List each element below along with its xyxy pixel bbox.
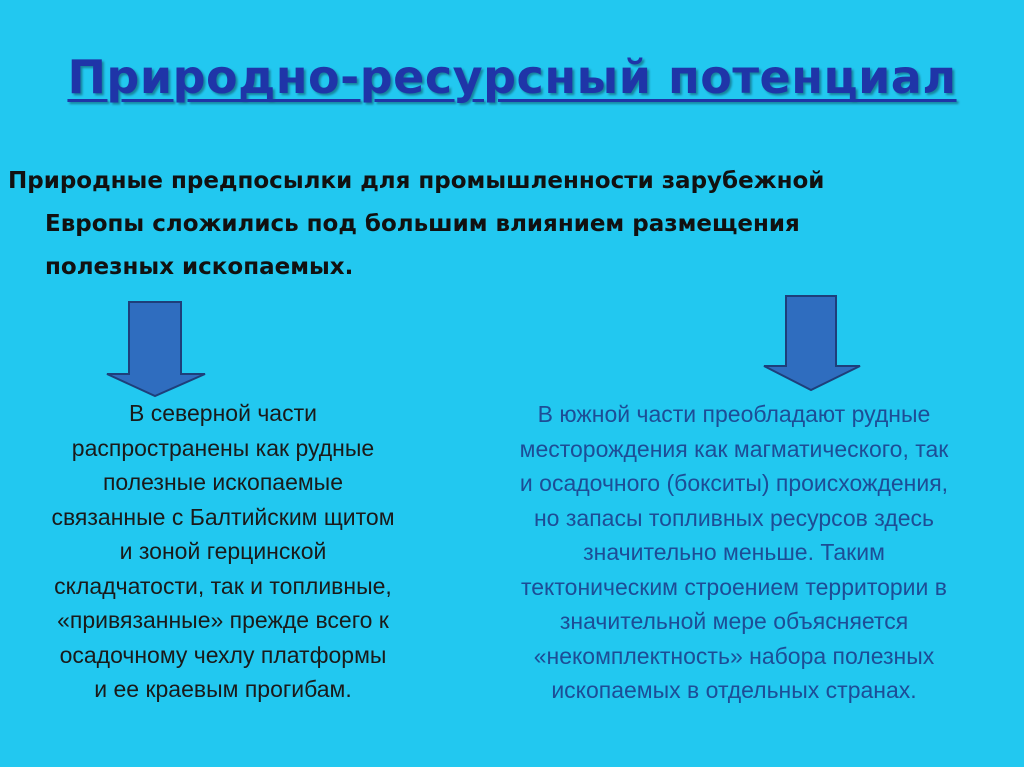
text-line: и ее краевым прогибам. — [94, 676, 352, 702]
text-line: месторождения как магматического, так — [519, 435, 949, 462]
text-line: В южной части преобладают рудные — [537, 401, 931, 427]
text-line: «привязанные» прежде всего к — [57, 607, 389, 633]
text-line: «некомплектность» набора полезных — [533, 642, 935, 669]
text-line: распространены как рудные — [71, 434, 375, 461]
text-line: значительной мере объясняется — [559, 608, 909, 634]
text-line: ископаемых в отдельных странах. — [551, 677, 917, 703]
intro-line: Природные предпосылки для промышленности зарубежной — [8, 168, 825, 194]
text-line: тектоническим строением территории в — [520, 573, 947, 600]
text-line: осадочному чехлу платформы — [59, 641, 387, 668]
down-arrow-icon — [104, 300, 208, 398]
slide-title: Природно-ресурсный потенциал — [67, 50, 957, 104]
text-line: и осадочного (бокситы) происхождения, — [519, 470, 949, 496]
text-line: но запасы топливных ресурсов здесь — [533, 504, 935, 531]
intro-paragraph — [8, 160, 968, 289]
text-line: полезные ископаемые — [102, 469, 344, 495]
intro-line: Европы сложились под большим влиянием размещения — [45, 211, 800, 237]
text-line: связанные с Балтийским щитом — [51, 503, 395, 530]
intro-line: полезных ископаемых. — [45, 254, 354, 280]
down-arrow-icon — [761, 294, 863, 393]
south-text-block — [454, 397, 1014, 708]
text-line: В северной части — [129, 400, 317, 426]
text-line: складчатости, так и топливные, — [54, 572, 392, 599]
text-line: и зоной герцинской — [119, 538, 327, 564]
north-text-block — [0, 396, 446, 707]
text-line: значительно меньше. Таким — [583, 539, 885, 565]
